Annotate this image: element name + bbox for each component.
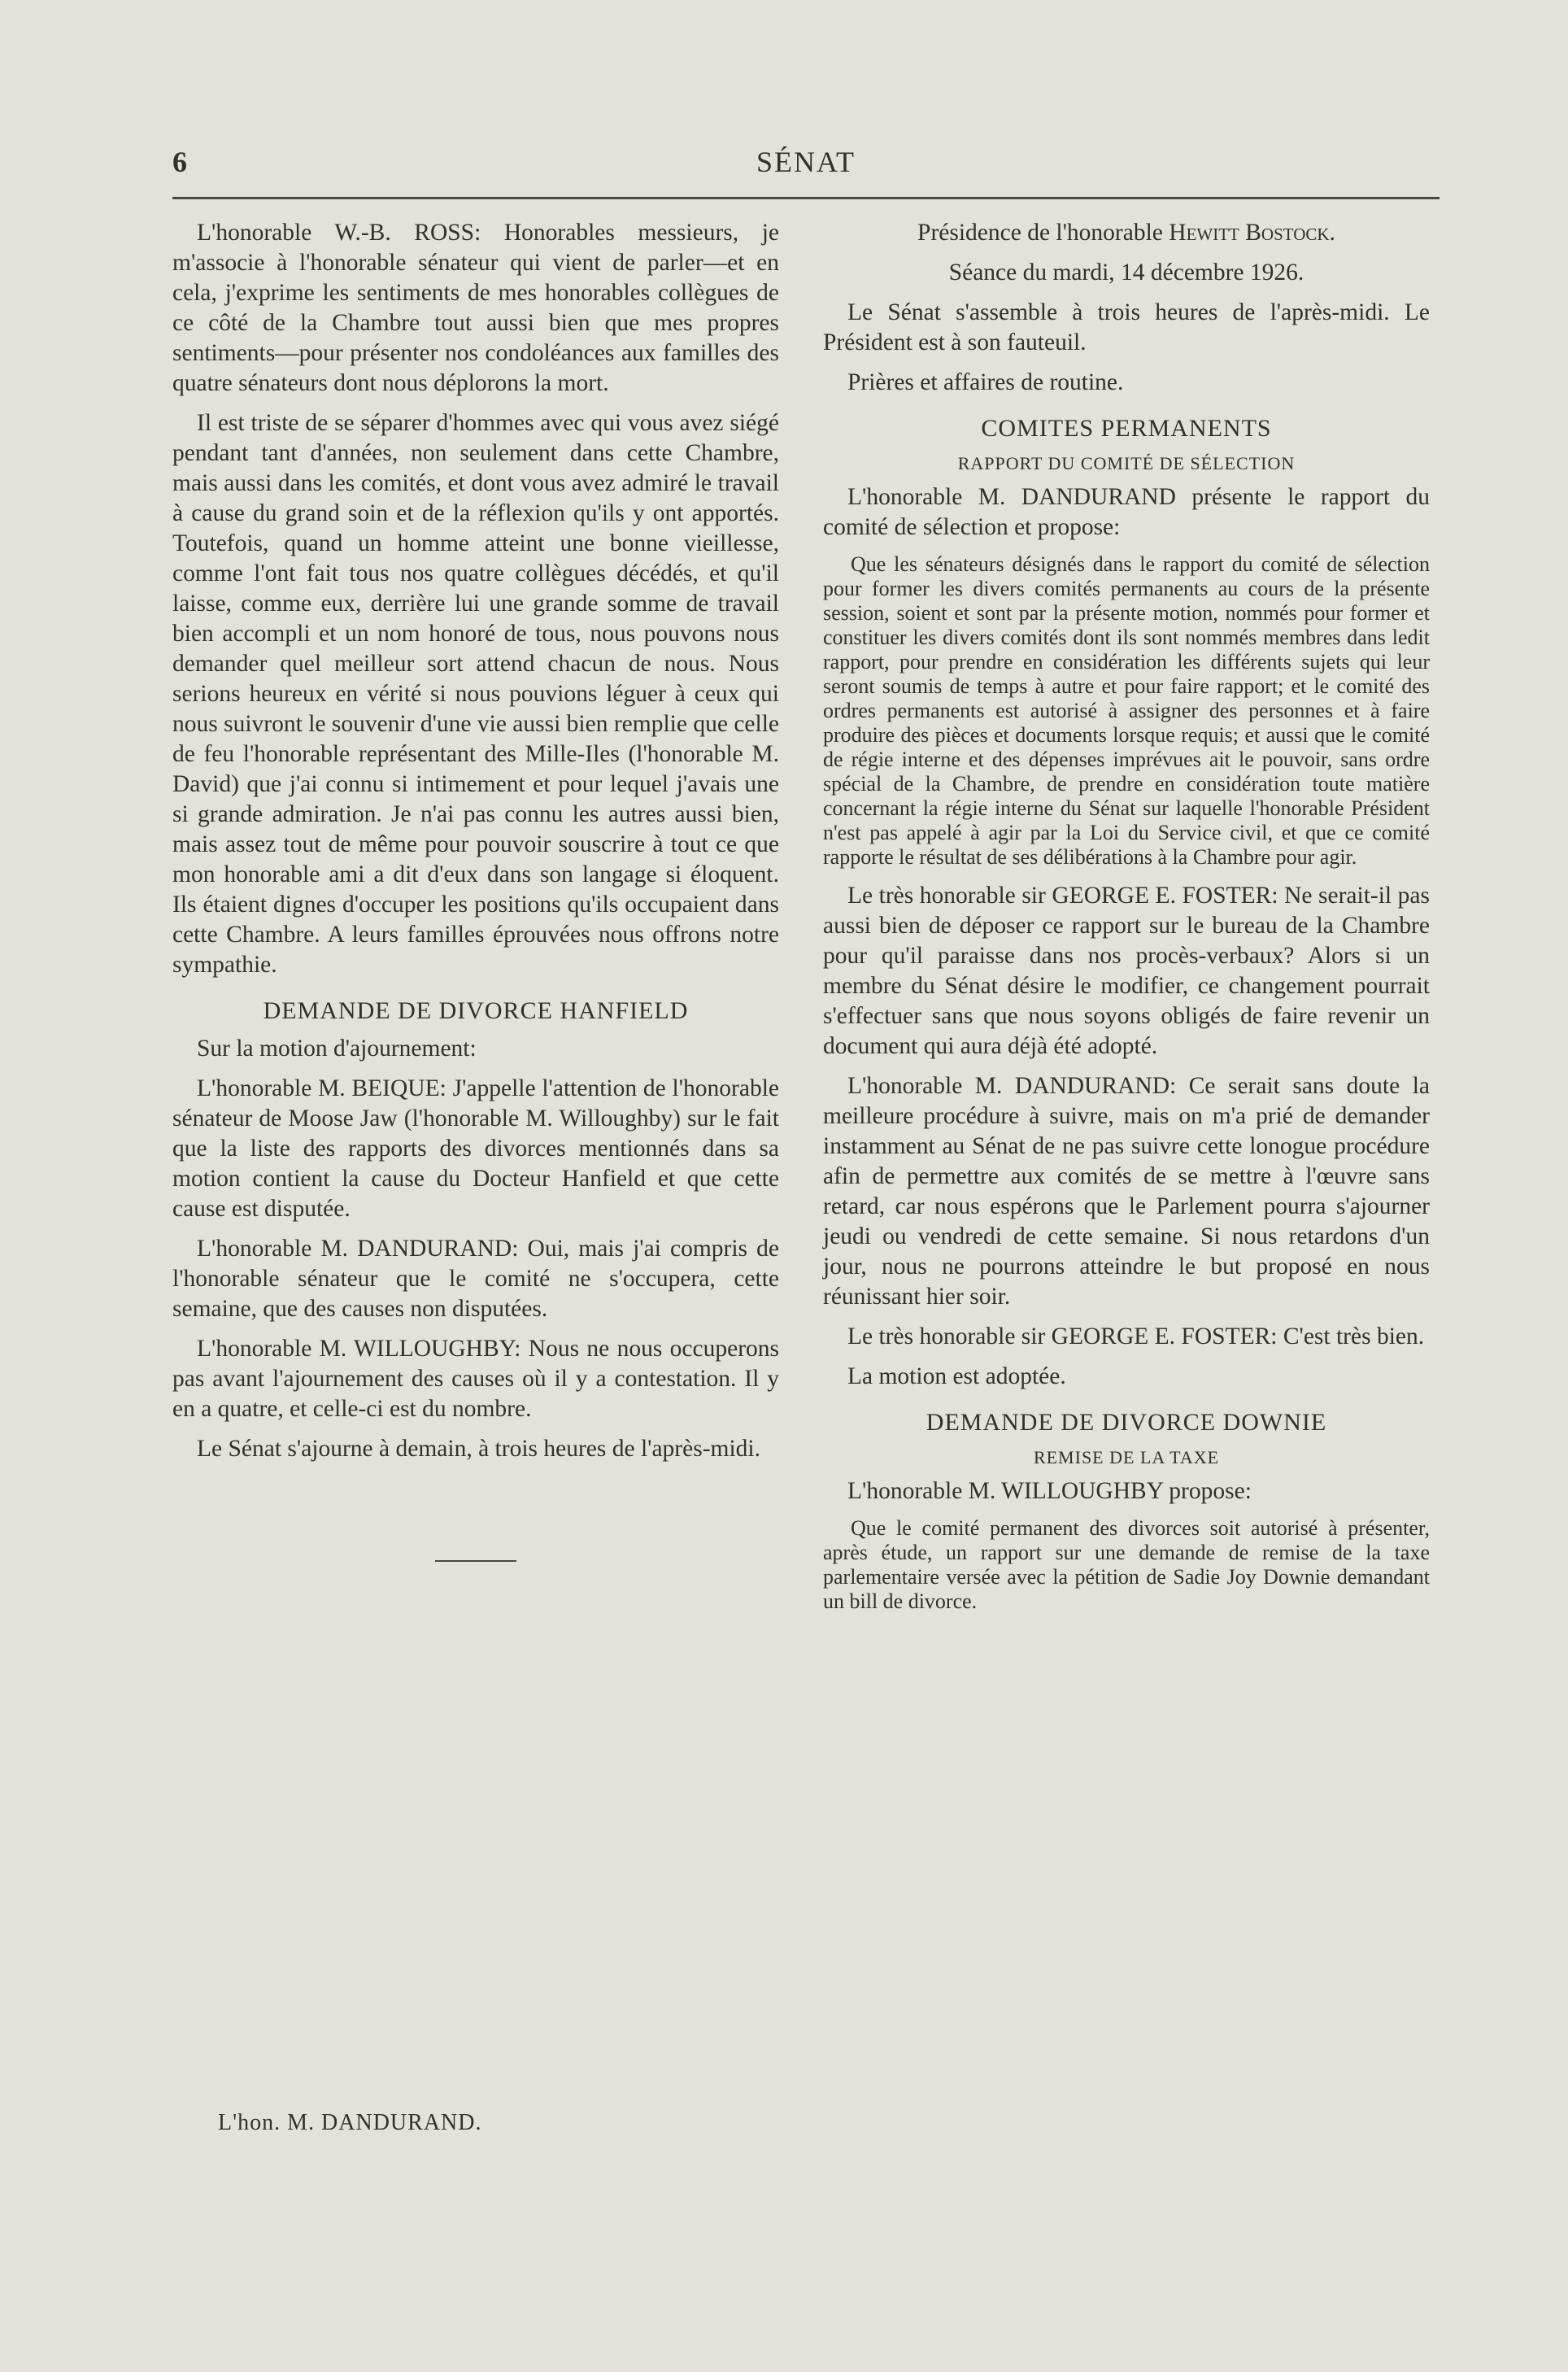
paragraph-ross-continued: Il est triste de se séparer d'hommes avec qui vous avez siégé pendant tant d'années, non seulement dans cette Chambre, mais aussi dans les comités, et dont vous avez admiré le travail à cause du grand soin et de la réflexion qu'ils y ont apportés. Toutefois, quand un homme atteint une bonne vieillesse, comme l'ont fait tous nos quatre collègues décédés, et qu'il laisse, comme eux, derrière lui une grande somme de travail bien accompli et un nom honoré de tous, nous pouvons nous demander quel meilleur sort attend chacun de nous. Nous serions heureux en vérité si nous pouvions léguer à ceux qui nous suivront le souvenir d'une vie aussi bien remplie que celle de feu l'honorable représentant des Mille-Iles (l'honorable M. David) que j'ai connu si intimement et pour lequel j'avais une si grande admiration. Je n'ai pas connu les autres aussi bien, mais assez tout de même pour pouvoir souscrire à tout ce que mon honorable ami a dit d'eux dans son langage si éloquent. Ils étaient dignes d'occuper les positions qu'ils occupaient dans cette Chambre. A leurs familles éprouvées nous offrons notre sympathie. bbox=[172, 410, 779, 978]
paragraph-dandurand-motion: L'honorable M. DANDURAND présente le rapport du comité de sélection et propose: bbox=[823, 484, 1430, 540]
presidency-line bbox=[823, 218, 1430, 248]
right-column bbox=[823, 218, 1430, 1625]
presidency-prefix: Présidence de l'honorable bbox=[917, 220, 1163, 246]
quoted-motion-committees: Que les sénateurs désignés dans le rapport du comité de sélection pour former les divers comités permanents au cours de la présente session, soient et sont par la présente motion, nommés pour former et constituer les divers comités dont ils sont nommés membres dans ledit rapport, pour prendre en considération les différents sujets qui leur seront soumis de temps à autre et pour faire rapport; et le comité des ordres permanents est autorisé à assigner des personnes et à faire produire des pièces et documents lorsque requis; et aussi que le comité de régie interne et des dépenses imprévues ait le pouvoir, sans ordre spécial de la Chambre, de prendre en considération toute matière concernant la régie interne du Sénat sur laquelle l'honorable Président n'est pas appelé à agir par la Loi du Service civil, et que ce comité rapporte le résultat de ses délibérations à la Chambre pour agir. bbox=[823, 552, 1430, 869]
paragraph-prayers: Prières et affaires de routine. bbox=[847, 369, 1124, 395]
paragraph-foster: Le très honorable sir GEORGE E. FOSTER: Ne serait-il pas aussi bien de déposer ce rapport sur le bureau de la Chambre pour qu'il paraisse dans nos procès-verbaux? Alors si un membre du Sénat désire le modifier, ce changement pourrait s'effectuer sans que nous soyons obligés de faire revenir un document qui aura déjà été adopté. bbox=[823, 883, 1430, 1059]
page-header bbox=[172, 145, 1440, 185]
paragraph-willoughby-motion: L'honorable M. WILLOUGHBY propose: bbox=[847, 1478, 1252, 1504]
paragraph-foster-reply: Le très honorable sir GEORGE E. FOSTER: C'est très bien. bbox=[847, 1323, 1425, 1350]
footer-speaker: L'hon. M. DANDURAND. bbox=[218, 2110, 482, 2135]
paragraph-adjournment: Le Sénat s'ajourne à demain, à trois heures de l'après-midi. bbox=[197, 1436, 760, 1462]
subheading-tax-remission: REMISE DE LA TAXE bbox=[1033, 1447, 1220, 1467]
paragraph-dandurand: L'honorable M. DANDURAND: Oui, mais j'ai compris de l'honorable sénateur que le comité ne s'occupera, cette semaine, que des causes non disputées. bbox=[172, 1236, 779, 1322]
presidency-name: Hewitt Bostock. bbox=[1169, 220, 1335, 246]
session-date: Séance du mardi, 14 décembre 1926. bbox=[948, 259, 1304, 286]
paragraph-motion: Sur la motion d'ajournement: bbox=[197, 1036, 477, 1062]
paragraph-assembly: Le Sénat s'assemble à trois heures de l'après-midi. Le Président est à son fauteuil. bbox=[823, 299, 1430, 355]
section-heading-hanfield: DEMANDE DE DIVORCE HANFIELD bbox=[263, 997, 689, 1024]
header-rule bbox=[172, 197, 1440, 199]
paragraph-beique: L'honorable M. BEIQUE: J'appelle l'attention de l'honorable sénateur de Moose Jaw (l'honorable M. Willoughby) sur le fait que la liste des rapports des divorces mentionnés dans sa motion contient la cause du Docteur Hanfield et que cette cause est disputée. bbox=[172, 1075, 779, 1222]
paragraph-ross: L'honorable W.-B. ROSS: Honorables messieurs, je m'associe à l'honorable sénateur qui vient de parler—et en cela, j'exprime les sentiments de mes honorables collègues de ce côté de la Chambre tout aussi bien que mes propres sentiments—pour présenter nos condoléances aux familles des quatre sénateurs dont nous déplorons la mort. bbox=[172, 220, 779, 396]
section-heading-standing-committees: COMITES PERMANENTS bbox=[981, 415, 1272, 442]
left-column bbox=[172, 218, 779, 1562]
quoted-motion-divorce: Que le comité permanent des divorces soit autorisé à présenter, après étude, un rapport sur une demande de remise de la taxe parlementaire versée avec la pétition de Sadie Joy Downie demandant un bill de divorce. bbox=[823, 1516, 1430, 1613]
section-heading-downie: DEMANDE DE DIVORCE DOWNIE bbox=[926, 1409, 1327, 1436]
paragraph-willoughby: L'honorable M. WILLOUGHBY: Nous ne nous occuperons pas avant l'ajournement des causes où il y a contestation. Il y en a quatre, et celle-ci est du nombre. bbox=[172, 1336, 779, 1422]
section-end-rule bbox=[435, 1560, 516, 1562]
paragraph-dandurand-reply: L'honorable M. DANDURAND: Ce serait sans doute la meilleure procédure à suivre, mais on m'a prié de demander instamment au Sénat de ne pas suivre cette lonogue procédure afin de permettre aux comités de se mettre à l'œuvre sans retard, car nous espérons que le Parlement pourra s'ajourner jeudi ou vendredi de cette semaine. Si nous retardons d'un jour, nous ne pourrons atteindre le but proposé en nous réunissant hier soir. bbox=[823, 1073, 1430, 1310]
paragraph-motion-adopted: La motion est adoptée. bbox=[847, 1363, 1066, 1389]
running-title: SÉNAT bbox=[756, 146, 856, 178]
subheading-selection-report: RAPPORT DU COMITÉ DE SÉLECTION bbox=[957, 453, 1296, 473]
page-number: 6 bbox=[172, 146, 187, 178]
